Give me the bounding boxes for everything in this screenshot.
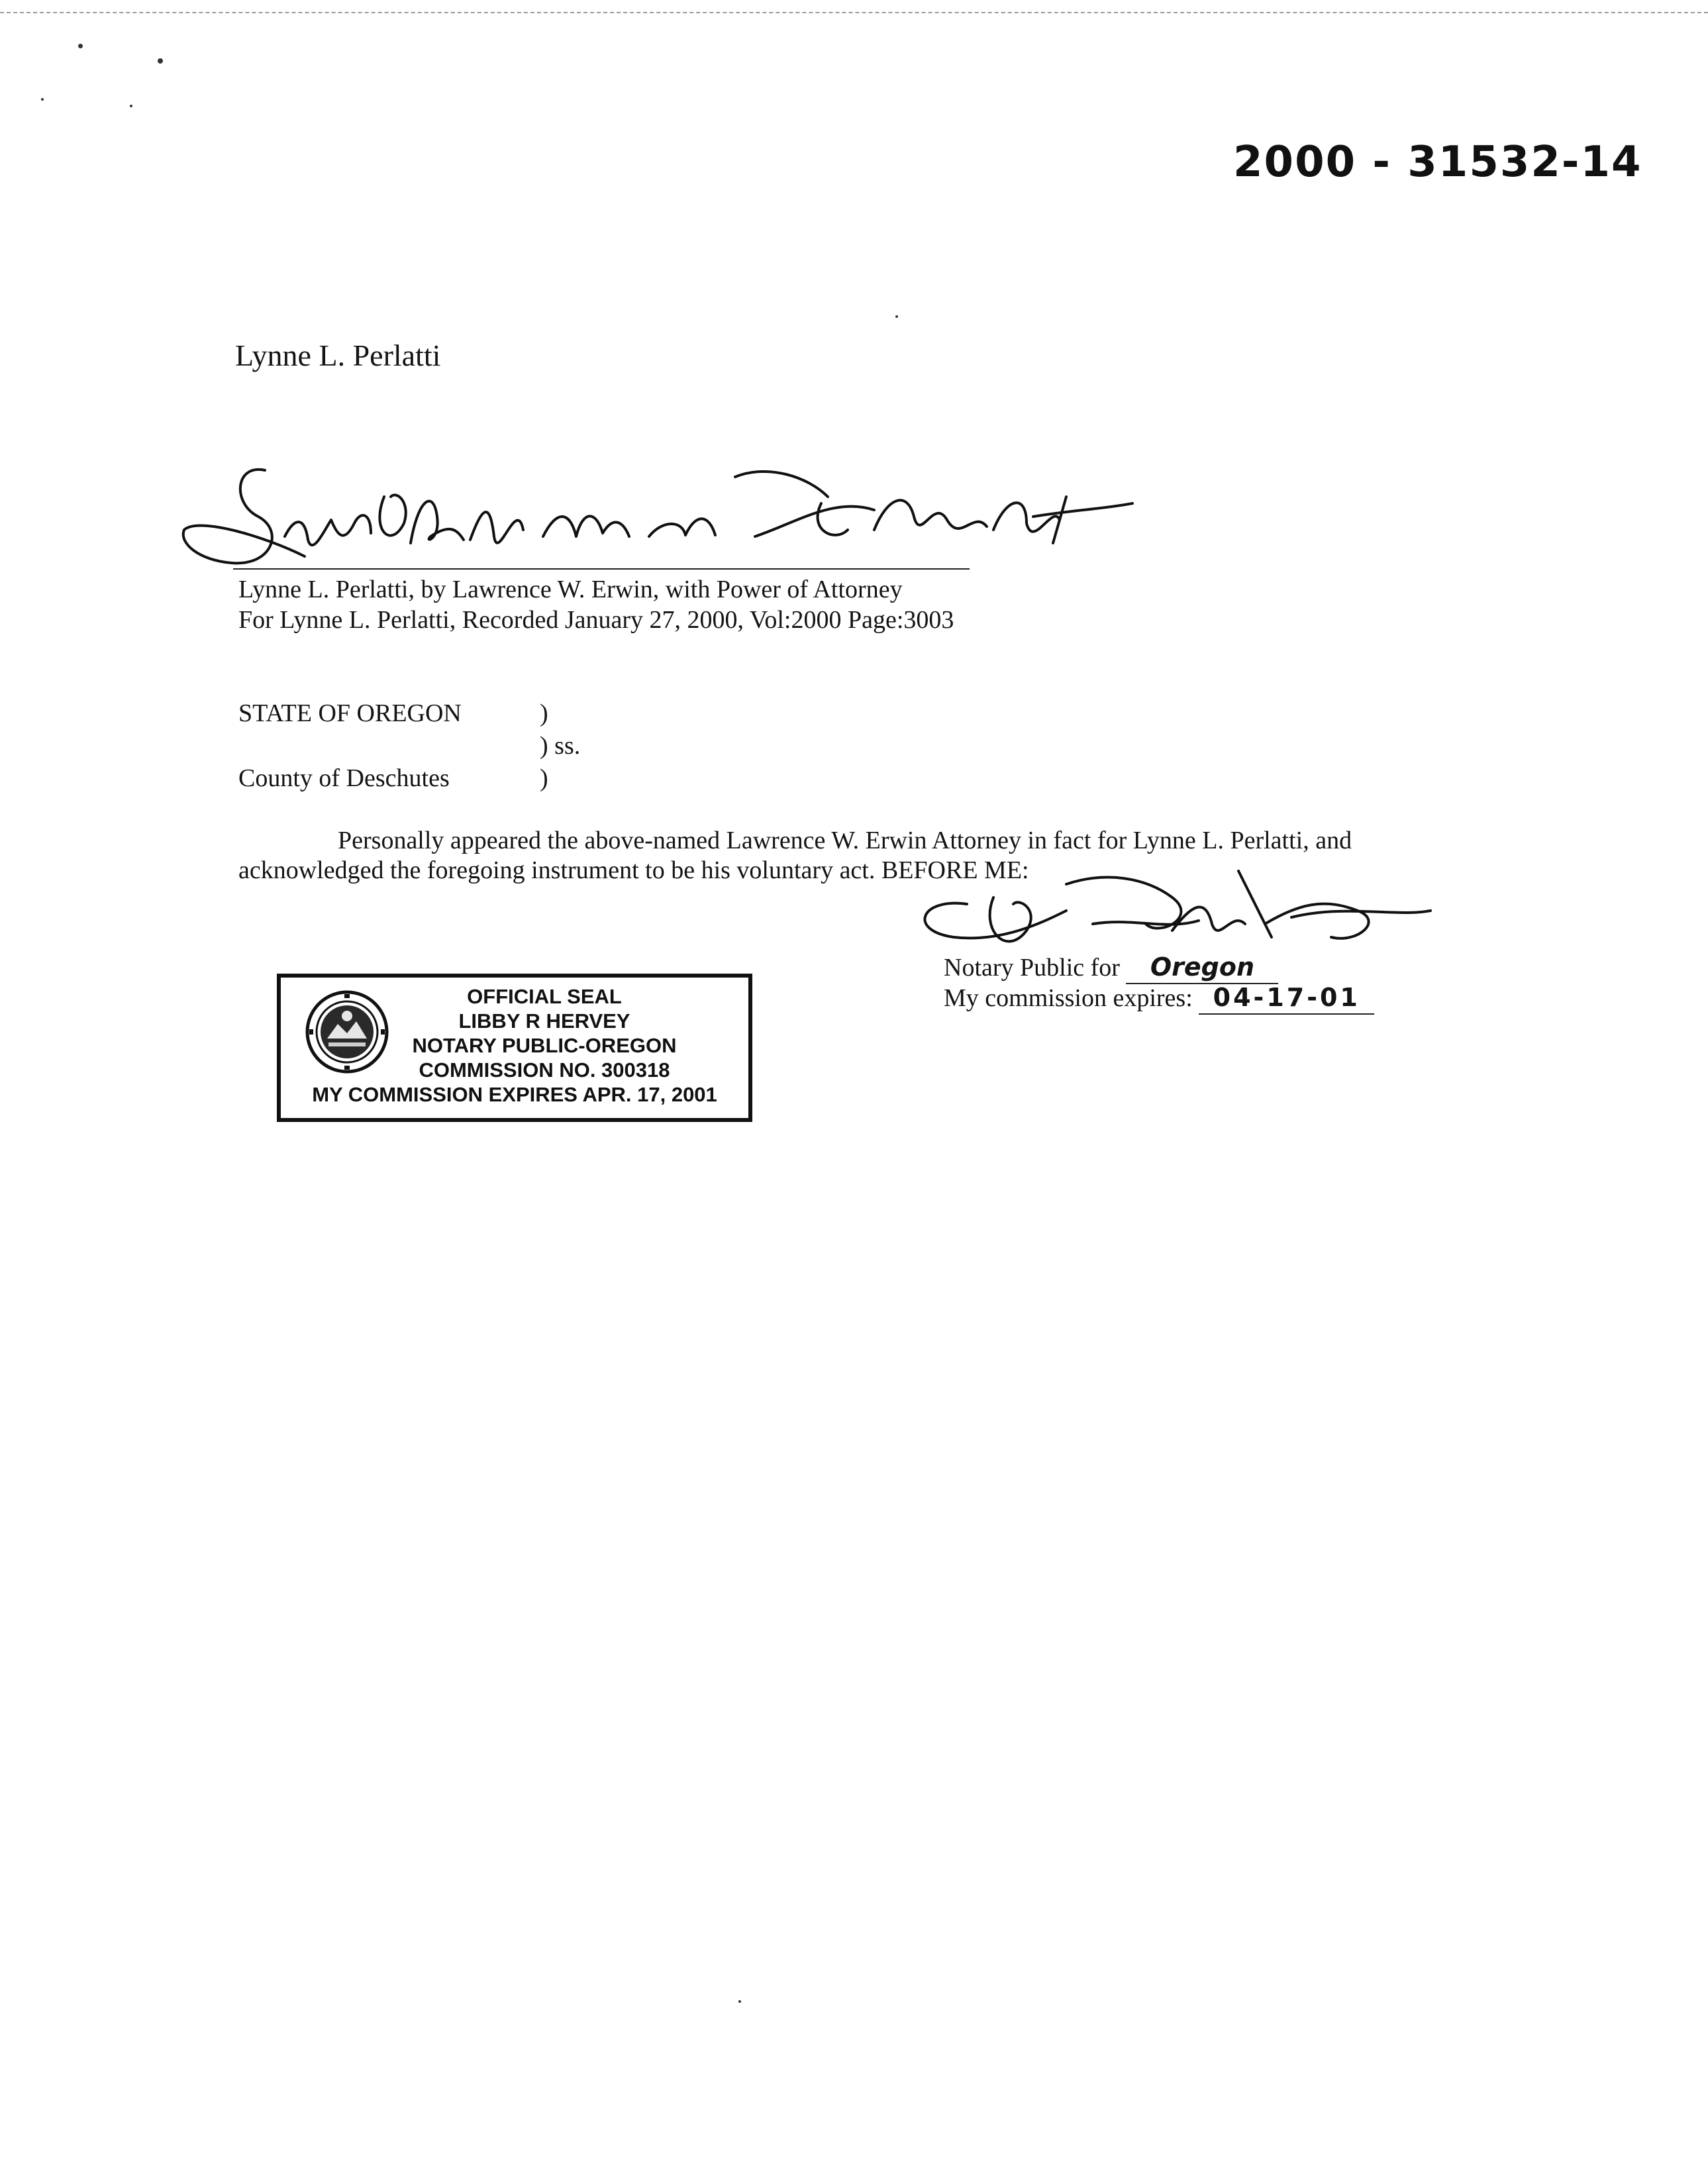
venue-state: STATE OF OREGON	[238, 699, 462, 727]
seal-line-name: LIBBY R HERVEY	[458, 1009, 630, 1033]
notary-expires-field	[1199, 982, 1374, 1015]
venue-paren-bottom: )	[540, 764, 548, 792]
signature-caption-line1: Lynne L. Perlatti, by Lawrence W. Erwin, with Power of Attorney	[238, 576, 903, 603]
notary-state-value: Oregon	[1150, 952, 1255, 982]
scan-speck	[738, 2000, 741, 2003]
notary-public-for	[944, 951, 1278, 984]
seal-line-commission-no: COMMISSION NO. 300318	[419, 1058, 670, 1082]
scan-speck	[130, 105, 132, 107]
notary-expires-label: My commission expires:	[944, 984, 1193, 1012]
recording-number: 2000 - 31532-14	[1233, 138, 1642, 187]
notary-state-field	[1126, 951, 1278, 984]
scan-speck	[158, 58, 163, 64]
venue-paren-top: )	[540, 699, 548, 727]
seal-text-block	[281, 984, 748, 1107]
seal-line-notary: NOTARY PUBLIC-OREGON	[412, 1034, 677, 1057]
notary-commission-expires	[944, 982, 1374, 1015]
scan-speck	[41, 98, 44, 101]
scan-speck	[895, 315, 898, 318]
acknowledgment-line1: Personally appeared the above-named Lawrence W. Erwin Attorney in fact for Lynne L. Perlatti, and	[338, 827, 1352, 854]
notary-public-for-label: Notary Public for	[944, 954, 1120, 982]
venue-ss: ) ss.	[540, 732, 581, 760]
venue-county: County of Deschutes	[238, 764, 450, 792]
signature-line	[233, 568, 970, 570]
seal-line-expires: MY COMMISSION EXPIRES APR. 17, 2001	[312, 1083, 717, 1106]
scan-speck	[78, 44, 83, 48]
grantor-name: Lynne L. Perlatti	[235, 338, 441, 372]
official-seal-stamp	[277, 974, 752, 1122]
notary-expires-value: 04-17-01	[1213, 983, 1360, 1012]
signature-caption-line2: For Lynne L. Perlatti, Recorded January 27, 2000, Vol:2000 Page:3003	[238, 606, 954, 634]
grantor-signature	[172, 457, 1139, 589]
scan-edge-dashes	[0, 12, 1708, 13]
seal-line-official: OFFICIAL SEAL	[467, 985, 622, 1008]
acknowledgment-line2: acknowledged the foregoing instrument to be his voluntary act. BEFORE ME:	[238, 856, 1029, 884]
